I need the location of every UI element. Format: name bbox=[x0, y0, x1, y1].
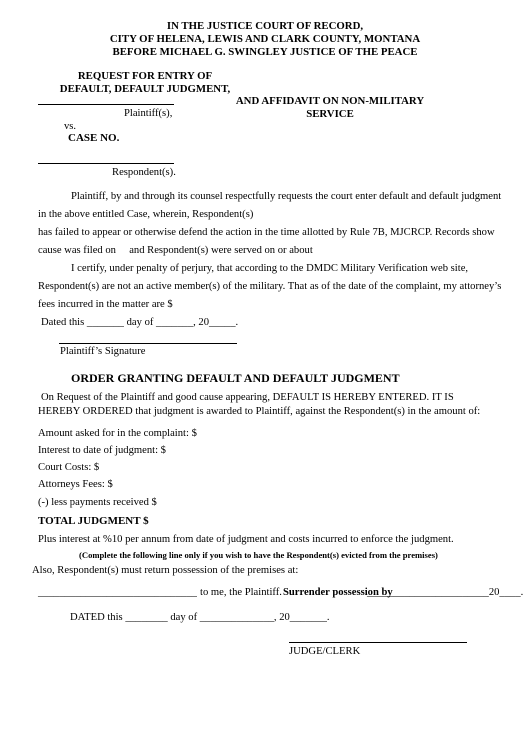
attorney-fees-field[interactable]: Attorneys Fees: $ bbox=[38, 479, 113, 490]
judge-clerk-label: JUDGE/CLERK bbox=[289, 646, 361, 657]
affidavit-title-line1: AND AFFIDAVIT ON NON-MILITARY bbox=[235, 95, 425, 107]
plaintiff-signature-label: Plaintiff’s Signature bbox=[60, 346, 146, 357]
respondent-name-line[interactable] bbox=[38, 163, 174, 164]
request-text-line3: has failed to appear or otherwise defend the action in the time allotted by Rule 7B, MJCRCP. Records show bbox=[38, 227, 495, 238]
order-dated-line[interactable]: DATED this ________ day of ______________, 20_______. bbox=[70, 612, 330, 623]
request-text-line4: cause was filed on and Respondent(s) were served on or about bbox=[38, 245, 313, 256]
amount-asked-field[interactable]: Amount asked for in the complaint: $ bbox=[38, 428, 197, 439]
plus-interest-text: Plus interest at %10 per annum from date of judgment and costs incurred to enforce the judgment. bbox=[38, 534, 454, 545]
affidavit-title-line2: SERVICE bbox=[306, 108, 354, 120]
eviction-note: (Complete the following line only if you wish to have the Respondent(s) evicted from the premises) bbox=[79, 550, 438, 560]
surrender-date-line[interactable]: _______________________20____. bbox=[367, 587, 524, 598]
certify-text-line3: fees incurred in the matter are $ bbox=[38, 299, 173, 310]
case-number-label: CASE NO. bbox=[68, 132, 120, 144]
request-title-line2: DEFAULT, DEFAULT JUDGMENT, bbox=[59, 83, 231, 95]
court-name: IN THE JUSTICE COURT OF RECORD, bbox=[166, 20, 364, 32]
premises-address-line[interactable]: ______________________________ bbox=[38, 587, 197, 598]
interest-field[interactable]: Interest to date of judgment: $ bbox=[38, 445, 166, 456]
dated-line[interactable]: Dated this _______ day of _______, 20_____. bbox=[41, 317, 239, 328]
court-judge: BEFORE MICHAEL G. SWINGLEY JUSTICE OF THE PEACE bbox=[112, 46, 418, 58]
plaintiff-label: Plaintiff(s), bbox=[124, 108, 173, 119]
request-title-line1: REQUEST FOR ENTRY OF bbox=[77, 70, 213, 82]
request-text-line2: in the above entitled Case, wherein, Respondent(s) bbox=[38, 209, 254, 220]
respondent-label: Respondent(s). bbox=[112, 167, 176, 178]
court-location: CITY OF HELENA, LEWIS AND CLARK COUNTY, MONTANA bbox=[109, 33, 421, 45]
total-judgment-field[interactable]: TOTAL JUDGMENT $ bbox=[38, 515, 149, 527]
court-costs-field[interactable]: Court Costs: $ bbox=[38, 462, 100, 473]
plaintiff-signature-line[interactable] bbox=[59, 343, 237, 344]
surrender-label: Surrender possession by bbox=[283, 587, 393, 598]
order-text-line2: HEREBY ORDERED that judgment is awarded to Plaintiff, against the Respondent(s) in the amount of: bbox=[38, 406, 481, 417]
order-title: ORDER GRANTING DEFAULT AND DEFAULT JUDGMENT bbox=[71, 371, 400, 385]
to-plaintiff-text: to me, the Plaintiff. bbox=[200, 587, 282, 598]
plaintiff-name-line[interactable] bbox=[38, 104, 174, 105]
versus-label: vs. bbox=[64, 121, 77, 132]
request-text-line1: Plaintiff, by and through its counsel respectfully requests the court enter default and default judgment bbox=[71, 191, 502, 202]
certify-text-line2: Respondent(s) are not an active member(s) of the military. That as of the date of the complaint, my attorney’s bbox=[38, 281, 502, 292]
order-text-line1: On Request of the Plaintiff and good cause appearing, DEFAULT IS HEREBY ENTERED. IT IS bbox=[41, 392, 454, 403]
judge-signature-line[interactable] bbox=[289, 642, 467, 643]
less-payments-field[interactable]: (-) less payments received $ bbox=[38, 497, 157, 508]
certify-text-line1: I certify, under penalty of perjury, that according to the DMDC Military Verification web site, bbox=[71, 263, 469, 274]
possession-text: Also, Respondent(s) must return possession of the premises at: bbox=[32, 565, 299, 576]
